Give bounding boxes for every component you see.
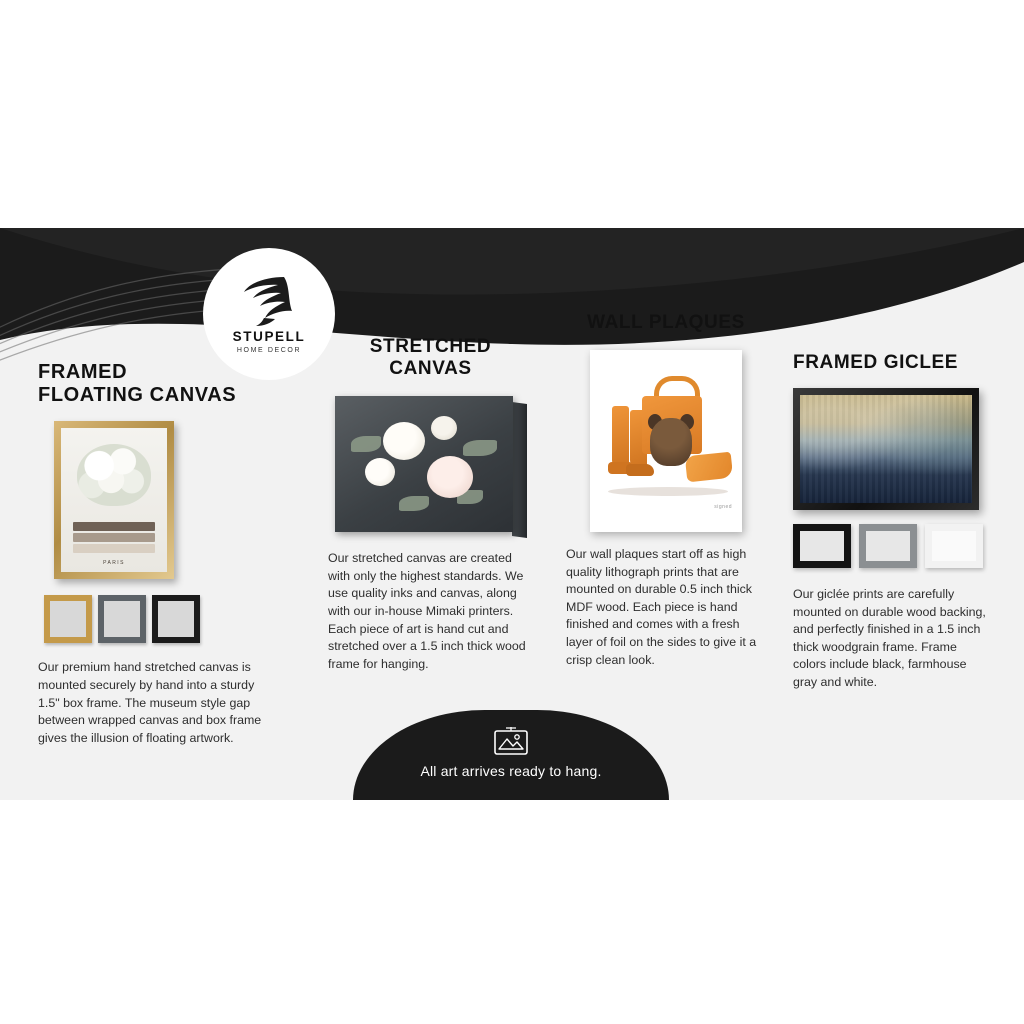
- column-title-stretched-canvas: [328, 336, 533, 380]
- brand-logo: [203, 248, 335, 380]
- book-3: [73, 544, 155, 553]
- artwork-caption: PARIS: [103, 560, 125, 567]
- leaf-3: [399, 496, 429, 511]
- logo-wordmark: STUPELL: [232, 329, 306, 345]
- column-wall-plaques: [566, 312, 766, 669]
- flower-3: [365, 458, 395, 486]
- flower-4: [431, 416, 457, 440]
- swatch-white: [925, 524, 983, 568]
- column-framed-giclee: [793, 352, 993, 692]
- column-title-framed-giclee: FRAMED GICLEE: [793, 352, 959, 373]
- canvas-wrapped-edge: [512, 402, 527, 538]
- swatch-black: [793, 524, 851, 568]
- swatch-gold: [44, 595, 92, 643]
- swatch-black: [152, 595, 200, 643]
- banner-text: All art arrives ready to hang.: [420, 763, 602, 779]
- logo-tagline: HOME DECOR: [236, 346, 302, 354]
- title-line-1: STRETCHED: [369, 336, 492, 357]
- product-infographic: [0, 228, 1024, 800]
- title-line-1: FRAMED: [38, 361, 128, 383]
- title-line-2: CANVAS: [389, 358, 472, 380]
- boot-2-foot: [626, 464, 654, 476]
- dog-graphic: [650, 418, 692, 466]
- column-body-stretched-canvas: Our stretched canvas are created with only the highest standards. We use quality inks and canvas, along with our in-house Mimaki printers. Each piece of art is hand cut and stretched over a 1.5 inch thick wood frame for hanging.: [328, 551, 526, 671]
- canvas-art-floral-books: [61, 428, 167, 572]
- column-body-framed-giclee: Our giclée prints are carefully mounted on durable wood backing, and perfectly finished in a 1.5 inch thick woodgrain frame. Frame colors include black, farmhouse gray and white.: [793, 587, 986, 690]
- flower-1: [383, 422, 425, 460]
- column-body-framed-floating-canvas: Our premium hand stretched canvas is mounted securely by hand into a sturdy 1.5" box frame. The museum style gap between wrapped canvas and box frame gives the illusion of floating artwork.: [38, 660, 262, 745]
- column-framed-floating-canvas: [38, 361, 278, 747]
- book-1: [73, 522, 155, 531]
- artwork-stretched-canvas: [335, 396, 527, 536]
- artwork-wall-plaque: [590, 350, 742, 532]
- scarf-graphic: [685, 452, 733, 483]
- canvas-face-floral-dark: [335, 396, 513, 532]
- giclee-abstract-art: [800, 395, 972, 503]
- column-body-wall-plaques: Our wall plaques start off as high quality lithograph prints that are mounted on durable 0.5 inch thick MDF wood. Each piece is hand finished and comes with a fresh layer of foil on the sides to give it a crisp clean look.: [566, 547, 757, 667]
- artwork-framed-floating-canvas: [54, 421, 278, 579]
- book-2: [73, 533, 155, 542]
- artwork-shadow: [608, 487, 728, 496]
- books-stack-graphic: [73, 522, 155, 556]
- abstract-texture: [800, 395, 972, 503]
- swatch-farmhouse-gray: [859, 524, 917, 568]
- title-line-2: FLOATING CANVAS: [38, 384, 237, 407]
- leaf-2: [463, 440, 497, 456]
- flower-2: [427, 456, 473, 498]
- leaf-1: [351, 436, 381, 452]
- frame-color-swatches-giclee: [793, 524, 993, 568]
- artwork-framed-giclee: [793, 388, 979, 510]
- bouquet-graphic: [77, 444, 151, 506]
- swatch-gray: [98, 595, 146, 643]
- ready-to-hang-banner: [353, 710, 669, 800]
- column-title-wall-plaques: WALL PLAQUES: [587, 312, 745, 333]
- framed-picture-icon: [492, 726, 530, 756]
- gold-box-frame: [54, 421, 174, 579]
- swoosh-s-icon: [240, 274, 298, 328]
- artist-signature: signed: [714, 504, 732, 511]
- column-stretched-canvas: [328, 336, 533, 673]
- frame-color-swatches-floating: [44, 595, 278, 643]
- boot-1: [612, 406, 629, 468]
